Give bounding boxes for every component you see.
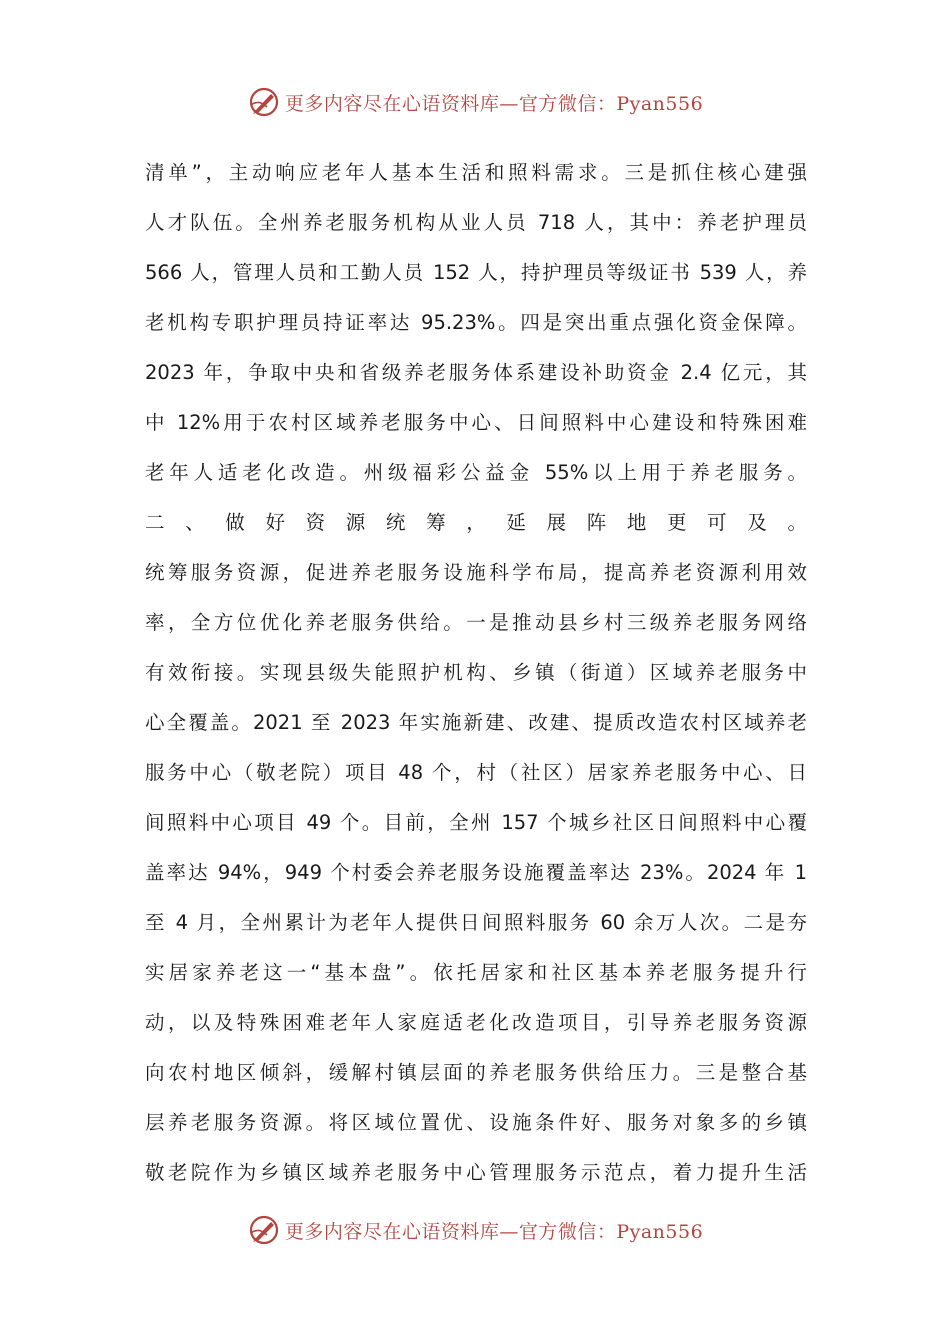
text-line: 566 人，管理人员和工勤人员 152 人，持护理员等级证书 539 人，养 xyxy=(145,261,807,284)
text-line: 层养老服务资源。将区域位置优、设施条件好、服务对象多的乡镇 xyxy=(145,1111,807,1134)
text-line: 实居家养老这一“基本盘”。依托居家和社区基本养老服务提升行 xyxy=(145,961,807,984)
text-line: 率，全方位优化养老服务供给。一是推动县乡村三级养老服务网络 xyxy=(145,611,807,634)
text-line: 2023 年，争取中央和省级养老服务体系建设补助资金 2.4 亿元，其 xyxy=(145,361,807,384)
text-line: 向农村地区倾斜，缓解村镇层面的养老服务供给压力。三是整合基 xyxy=(145,1061,807,1084)
text-line: 中 12%用于农村区域养老服务中心、日间照料中心建设和特殊困难 xyxy=(145,411,807,434)
watermark-text: 更多内容尽在心语资料库—官方微信：Pyan556 xyxy=(284,92,704,115)
text-line: 清单”，主动响应老年人基本生活和照料需求。三是抓住核心建强 xyxy=(145,161,807,184)
text-line: 有效衔接。实现县级失能照护机构、乡镇（街道）区域养老服务中 xyxy=(145,661,807,684)
text-line: 老年人适老化改造。州级福彩公益金 55%以上用于养老服务。 xyxy=(145,461,807,484)
text-line: 盖率达 94%，949 个村委会养老服务设施覆盖率达 23%。2024 年 1 xyxy=(145,861,807,884)
text-line: 心全覆盖。2021 至 2023 年实施新建、改建、提质改造农村区域养老 xyxy=(145,711,807,734)
text-line: 至 4 月，全州累计为老年人提供日间照料服务 60 余万人次。二是夯 xyxy=(145,911,807,934)
text-line: 人才队伍。全州养老服务机构从业人员 718 人，其中：养老护理员 xyxy=(145,211,807,234)
watermark-banner-top xyxy=(0,82,950,122)
document-body xyxy=(145,148,807,1198)
text-line: 统筹服务资源，促进养老服务设施科学布局，提高养老资源利用效 xyxy=(145,561,807,584)
section-heading: 二、做好资源统筹，延展阵地更可及。 xyxy=(145,511,807,534)
text-line: 老机构专职护理员持证率达 95.23%。四是突出重点强化资金保障。 xyxy=(145,311,807,334)
text-line: 敬老院作为乡镇区域养老服务中心管理服务示范点，着力提升生活 xyxy=(145,1161,807,1184)
text-line: 服务中心（敬老院）项目 48 个，村（社区）居家养老服务中心、日 xyxy=(145,761,807,784)
text-line: 动，以及特殊困难老年人家庭适老化改造项目，引导养老服务资源 xyxy=(145,1011,807,1034)
pen-circle-logo-icon xyxy=(247,85,281,119)
pen-circle-logo-icon xyxy=(247,1213,281,1247)
watermark-banner-bottom xyxy=(0,1210,950,1250)
watermark-text: 更多内容尽在心语资料库—官方微信：Pyan556 xyxy=(284,1220,704,1243)
text-line: 间照料中心项目 49 个。目前，全州 157 个城乡社区日间照料中心覆 xyxy=(145,811,807,834)
